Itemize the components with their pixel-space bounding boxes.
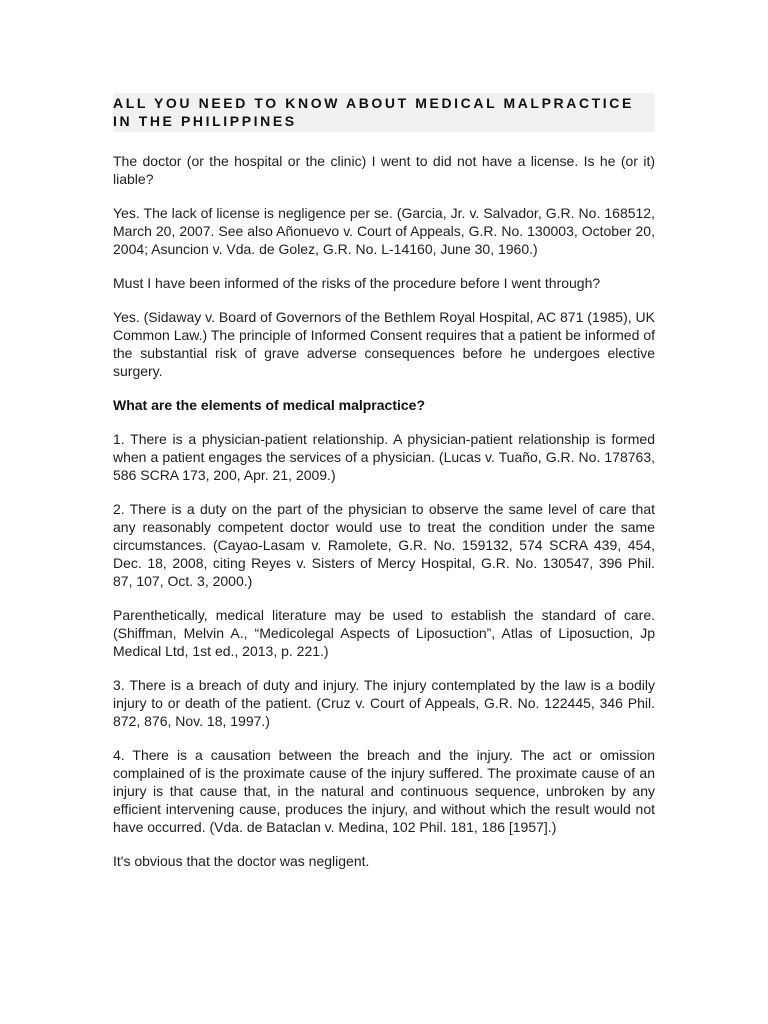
element-2-duty: 2. There is a duty on the part of the physician to observe the same level of care that any reasonably competent doctor would use to treat the condition under the same circumstances. (Cayao-Lasam v. Ramolete, G.R. No. 159132, 574 SCRA 439, 454, Dec. 18, 2008, citing Reyes v. Sisters of Mercy Hospital, G.R. No. 130547, 396 Phil. 87, 107, Oct. 3, 2000.): [113, 501, 655, 589]
element-4-causation: 4. There is a causation between the breach and the injury. The act or omission complained of is the proximate cause of the injury suffered. The proximate cause of an injury is that cause that, in the natural and continuous sequence, unbroken by any efficient intervening cause, produces the injury, and without which the result would not have occurred. (Vda. de Bataclan v. Medina, 102 Phil. 181, 186 [1957].): [113, 747, 655, 835]
section-heading-elements: What are the elements of medical malpractice?: [113, 397, 425, 413]
paragraph-medical-literature: Parenthetically, medical literature may be used to establish the standard of care. (Shiffman, Melvin A., “Medicolegal Aspects of Liposuction”, Atlas of Liposuction, Jp Medical Ltd, 1st ed., 2013, p. 221.): [113, 607, 655, 659]
question-license: The doctor (or the hospital or the clinic) I went to did not have a license. Is he (or it) liable?: [113, 153, 655, 187]
answer-informed-consent: Yes. (Sidaway v. Board of Governors of the Bethlem Royal Hospital, AC 871 (1985), UK Common Law.) The principle of Informed Consent requires that a patient be informed of the substantial risk of grave adverse consequences before he undergoes elective surgery.: [113, 309, 655, 379]
answer-license: Yes. The lack of license is negligence per se. (Garcia, Jr. v. Salvador, G.R. No. 168512, March 20, 2007. See also Añonuevo v. Court of Appeals, G.R. No. 130003, October 20, 2004; Asuncion v. Vda. de Golez, G.R. No. L-14160, June 30, 1960.): [113, 205, 655, 257]
element-3-breach: 3. There is a breach of duty and injury. The injury contemplated by the law is a bodily injury to or death of the patient. (Cruz v. Court of Appeals, G.R. No. 122445, 346 Phil. 872, 876, Nov. 18, 1997.): [113, 677, 655, 729]
question-informed-risks: Must I have been informed of the risks of the procedure before I went through?: [113, 275, 601, 291]
closing-statement: It's obvious that the doctor was negligent.: [113, 853, 370, 869]
document-title: ALL YOU NEED TO KNOW ABOUT MEDICAL MALPRACTICE IN THE PHILIPPINES: [113, 93, 655, 132]
document-content: [113, 93, 655, 886]
element-1-relationship: 1. There is a physician-patient relationship. A physician-patient relationship is formed when a patient engages the services of a physician. (Lucas v. Tuaño, G.R. No. 178763, 586 SCRA 173, 200, Apr. 21, 2009.): [113, 431, 655, 483]
